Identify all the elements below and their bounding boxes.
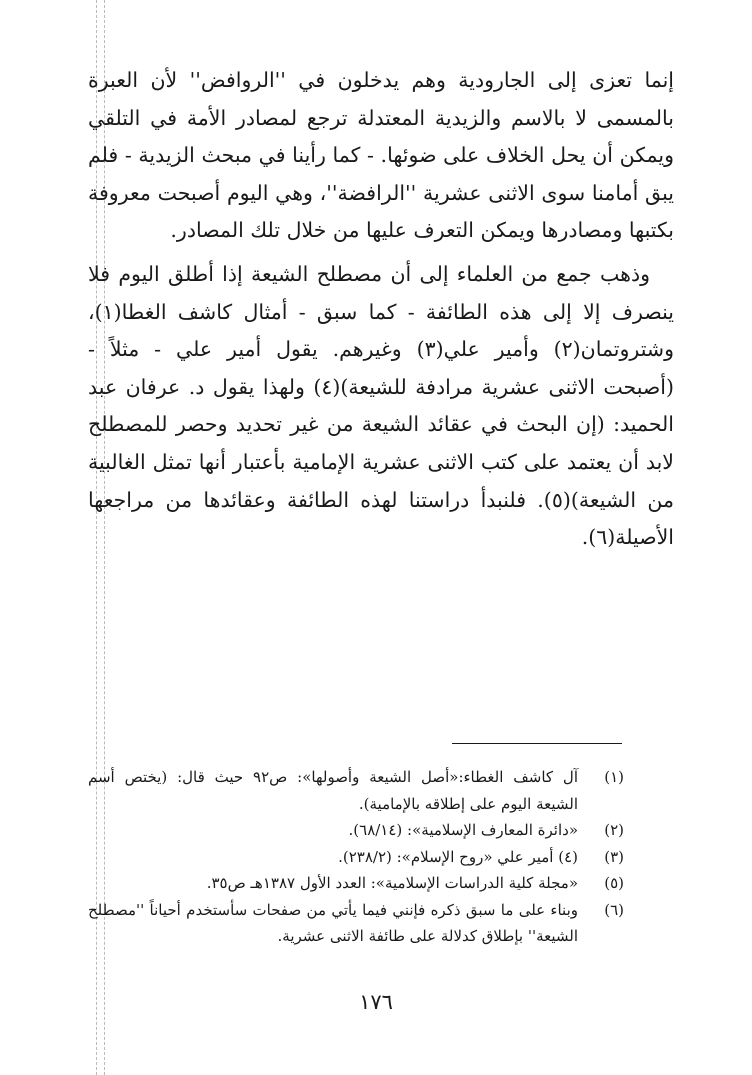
footnote-number: (٢) xyxy=(604,821,624,839)
footnote-text: «دائرة المعارف الإسلامية»: (٦٨/١٤). xyxy=(348,821,578,839)
footnote-separator xyxy=(452,743,622,744)
paragraph: وذهب جمع من العلماء إلى أن مصطلح الشيعة إذا أطلق اليوم فلا ينصرف إلا إلى هذه الطائفة - كما سبق - أمثال كاشف الغطا(١)، وشتروتمان(٢) وأمير علي(٣) وغيرهم. يقول أمير علي - مثلاً - (أصبحت الاثنى عشرية مرادفة للشيعة)(٤) ولهذا يقول د. عرفان عبد الحميد: (إن البحث في عقائد الشيعة من غير تحديد وحصر للمصطلح لابد أن يعتمد على كتب الاثنى عشرية الإمامية بأعتبار أنها تمثل الغالبية من الشيعة)(٥). فلنبدأ دراستنا لهذه الطائفة وعقائدها من مراجعها الأصيلة(٦). xyxy=(88,261,674,550)
footnote-number: (١) xyxy=(604,768,624,786)
footnote-text: (٤) أمير علي «روح الإسلام»: (٢٣٨/٢). xyxy=(338,847,578,866)
footnote-text: «مجلة كلية الدراسات الإسلامية»: العدد الأول ١٣٨٧هـ ص٣٥. xyxy=(206,874,578,892)
footnotes xyxy=(88,764,624,950)
footnote-number: (٦) xyxy=(604,900,624,919)
footnote-text: وبناء على ما سبق ذكره فإنني فيما يأتي من صفحات سأستخدم أحياناً ''مصطلح الشيعة'' بإطلاق كدلالة على طائفة الاثنى عشرية. xyxy=(88,900,578,945)
footnote xyxy=(88,870,624,897)
footnote xyxy=(88,897,624,950)
footnote xyxy=(88,764,624,817)
footnote-text: آل كاشف الغطاء:«أصل الشيعة وأصولها»: ص٩٢ حيث قال: (يختص أسم الشيعة اليوم على إطلاقه بالإمامية). xyxy=(88,768,579,813)
footnote xyxy=(88,817,624,844)
page-number: ١٧٦ xyxy=(359,990,393,1014)
main-text xyxy=(88,62,674,557)
footnote-number: (٣) xyxy=(604,847,624,866)
paragraph: إنما تعزى إلى الجارودية وهم يدخلون في ''الروافض'' لأن العبرة بالمسمى لا بالاسم والزيدية المعتدلة ترجع لمصادر الأمة في التلقي ويمكن أن يحل الخلاف على ضوئها. - كما رأينا في مبحث الزيدية - فلم يبق أمامنا سوى الاثنى عشرية ''الرافضة''، وهي اليوم أصبحت معروفة بكتبها ومصادرها ويمكن التعرف عليها من خلال تلك المصادر. xyxy=(88,68,674,243)
footnote xyxy=(88,844,624,871)
footnote-number: (٥) xyxy=(604,874,624,892)
